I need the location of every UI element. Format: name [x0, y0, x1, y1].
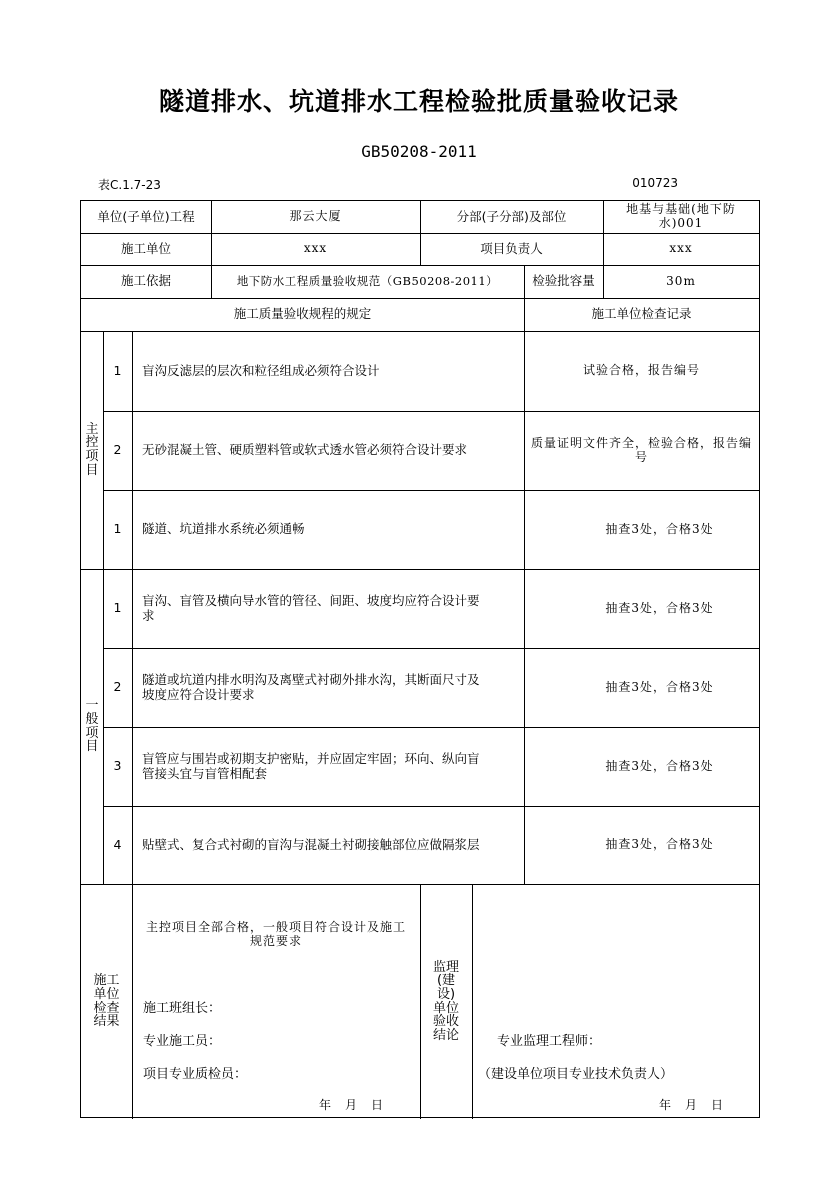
rule-text: 盲沟、盲管及横向导水管的管径、间距、坡度均应符合设计要求 — [142, 593, 480, 623]
record-text: 抽查3处，合格3处 — [605, 837, 714, 852]
constructor-result-label: 施工单位检查结果 — [93, 973, 120, 1030]
row-number: 1 — [113, 521, 122, 537]
basis-value: 地下防水工程质量验收规范（GB50208-2011） — [236, 273, 499, 288]
rule-text: 贴壁式、复合式衬砌的盲沟与混凝土衬砌接触部位应做隔浆层 — [142, 836, 480, 852]
constructor-pro-label: 专业施工员： — [143, 1034, 222, 1049]
team-leader-label: 施工班组长： — [143, 1001, 222, 1016]
qc-inspector-label: 项目专业质检员： — [143, 1067, 248, 1082]
project-manager-value: xxx — [669, 241, 693, 256]
rule-text: 盲管应与围岩或初期支护密贴，并应固定牢固；环向、纵向盲管接头宜与盲管相配套 — [142, 751, 480, 781]
record-text: 质量证明文件齐全，检验合格，报告编号 — [530, 435, 752, 464]
rule-text: 盲沟反滤层的层次和粒径组成必须符合设计 — [142, 362, 380, 378]
rule-text: 隧道、坑道排水系统必须通畅 — [142, 521, 305, 537]
record-text: 抽查3处，合格3处 — [605, 758, 714, 773]
constructor-value: xxx — [303, 241, 328, 256]
rules-column-header: 施工质量验收规程的规定 — [233, 306, 372, 322]
capacity-value: 30m — [666, 273, 696, 288]
supervising-engineer-label: 专业监理工程师： — [497, 1034, 602, 1049]
record-text: 抽查3处，合格3处 — [605, 521, 714, 536]
record-text: 抽查3处，合格3处 — [605, 679, 714, 694]
date-right: 年 月 日 — [659, 1098, 725, 1112]
unit-label: 单位(子单位)工程 — [97, 208, 195, 224]
standard-code: GB50208-2011 — [361, 142, 477, 161]
record-text: 试验合格，报告编号 — [582, 363, 700, 378]
row-number: 1 — [113, 362, 122, 378]
capacity-label: 检验批容量 — [532, 273, 595, 289]
rule-text: 隧道或坑道内排水明沟及离壁式衬砌外排水沟，其断面尺寸及坡度应符合设计要求 — [142, 672, 480, 702]
page-title: 隧道排水、坑道排水工程检验批质量验收记录 — [158, 87, 679, 116]
owner-representative-label: （建设单位项目专业技术负责人） — [478, 1067, 674, 1082]
row-number: 1 — [113, 600, 122, 616]
record-text: 抽查3处，合格3处 — [605, 600, 714, 615]
project-manager-label: 项目负责人 — [480, 240, 543, 256]
row-number: 2 — [113, 442, 122, 458]
division-label: 分部(子分部)及部位 — [456, 208, 567, 224]
rule-text: 无砂混凝土管、硬质塑料管或软式透水管必须符合设计要求 — [142, 442, 468, 458]
record-column-header: 施工单位检查记录 — [591, 306, 692, 322]
general-items-label: 一般项目 — [85, 698, 99, 755]
table-number: 表C.1.7-23 — [98, 178, 161, 192]
basis-label: 施工依据 — [120, 273, 171, 289]
row-number: 3 — [113, 758, 122, 774]
main-items-label: 主控项目 — [85, 421, 99, 478]
constructor-label: 施工单位 — [120, 240, 171, 256]
inspection-table — [80, 200, 760, 1118]
row-number: 2 — [113, 679, 122, 695]
division-value: 地基与基础(地下防水)001 — [626, 202, 736, 230]
record-code: 010723 — [632, 176, 678, 190]
row-number: 4 — [113, 836, 122, 852]
conclusion-text: 主控项目全部合格，一般项目符合设计及施工规范要求 — [145, 920, 406, 948]
supervisor-result-label: 监理(建设)单位验收结论 — [432, 959, 459, 1043]
date-left: 年 月 日 — [319, 1098, 385, 1112]
unit-value: 那云大厦 — [289, 209, 342, 224]
